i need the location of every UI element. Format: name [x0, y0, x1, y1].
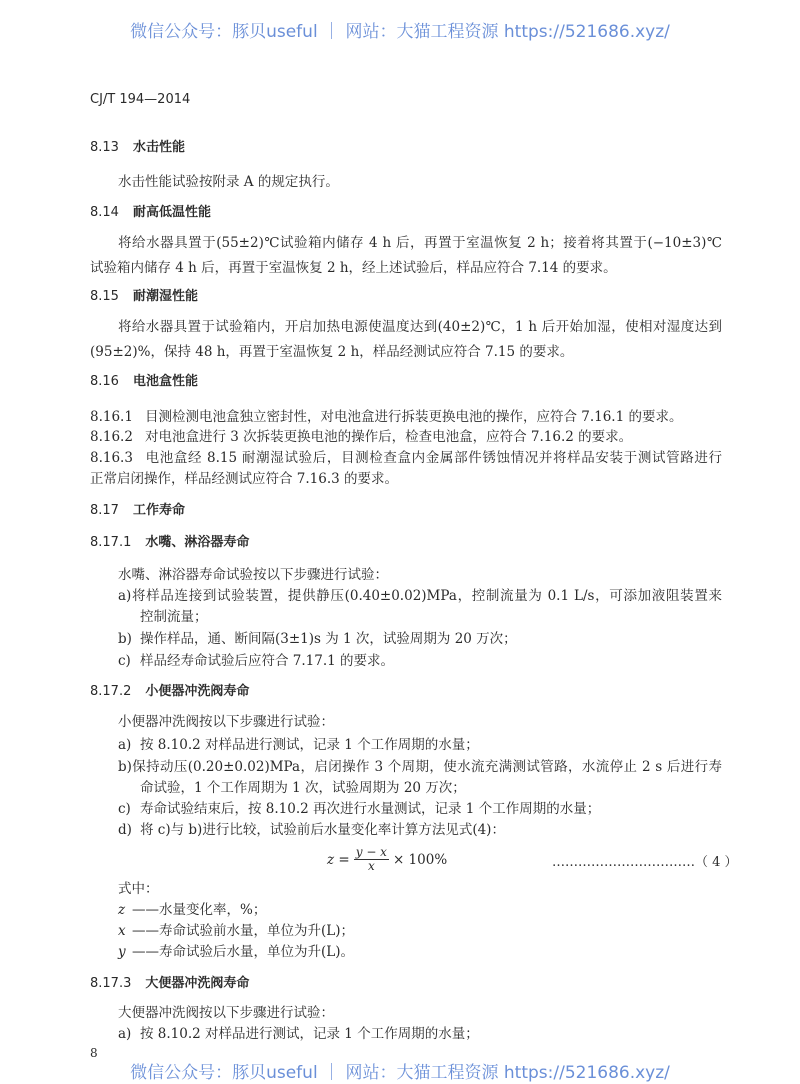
- watermark-top: 微信公众号：豚贝useful ｜ 网站：大猫工程资源 https://521686.xyz/: [130, 22, 670, 42]
- clause-8-16-2: 8.16.2 对电池盒进行 3 次拆装更换电池的操作后，检查电池盒，应符合 7.16.2 的要求。: [90, 429, 633, 445]
- paragraph-line: 试验箱内储存 4 h 后，再置于室温恢复 2 h，经上述试验后，样品应符合 7.14 的要求。: [90, 260, 617, 276]
- list-item-b: b)保持动压(0.20±0.02)MPa，启闭操作 3 个周期，使水流充满测试管路，水流停止 2 s 后进行寿: [118, 759, 722, 775]
- variable-y: y ——寿命试验后水量，单位为升(L)。: [118, 944, 354, 960]
- variable-z: z ——水量变化率，%；: [118, 902, 267, 918]
- watermark-bottom: 微信公众号：豚贝useful ｜ 网站：大猫工程资源 https://521686.xyz/: [130, 1063, 670, 1083]
- page-number: 8: [90, 1046, 98, 1060]
- heading-8-17-3: 8.17.3 大便器冲洗阀寿命: [90, 976, 250, 991]
- heading-8-14: 8.14 耐高低温性能: [90, 205, 211, 220]
- paragraph-line: 将给水器具置于(55±2)℃试验箱内储存 4 h 后，再置于室温恢复 2 h；接着将其置于(−10±3)℃: [118, 235, 722, 251]
- clause-8-16-1: 8.16.1 目测检测电池盒独立密封性，对电池盒进行拆装更换电池的操作，应符合 7.16.1 的要求。: [90, 409, 683, 425]
- heading-8-17-1: 8.17.1 水嘴、淋浴器寿命: [90, 535, 250, 550]
- where-label: 式中：: [118, 881, 159, 897]
- heading-8-17: 8.17 工作寿命: [90, 503, 185, 518]
- list-item-c: c) 样品经寿命试验后应符合 7.17.1 的要求。: [118, 653, 395, 669]
- variable-x: x ——寿命试验前水量，单位为升(L)；: [118, 923, 354, 939]
- list-item-a: a) 按 8.10.2 对样品进行测试，记录 1 个工作周期的水量；: [118, 1026, 479, 1042]
- list-item-c: c) 寿命试验结束后，按 8.10.2 再次进行水量测试，记录 1 个工作周期的水量；: [118, 801, 601, 817]
- standard-code: CJ/T 194—2014: [90, 92, 191, 107]
- heading-8-15: 8.15 耐潮湿性能: [90, 289, 198, 304]
- heading-8-13: 8.13 水击性能: [90, 140, 185, 155]
- paragraph: 小便器冲洗阀按以下步骤进行试验：: [118, 714, 334, 730]
- heading-8-17-2: 8.17.2 小便器冲洗阀寿命: [90, 684, 250, 699]
- list-item-b: b) 操作样品，通、断间隔(3±1)s 为 1 次，试验周期为 20 万次；: [118, 631, 517, 647]
- list-item-d: d) 将 c)与 b)进行比较，试验前后水量变化率计算方法见式(4)：: [118, 822, 505, 838]
- list-item-a: a) 按 8.10.2 对样品进行测试，记录 1 个工作周期的水量；: [118, 737, 479, 753]
- list-item-continuation: 命试验，1 个工作周期为 1 次，试验周期为 20 万次；: [140, 780, 466, 796]
- paragraph: 水击性能试验按附录 A 的规定执行。: [118, 174, 339, 190]
- paragraph-line: 将给水器具置于试验箱内，开启加热电源使温度达到(40±2)℃，1 h 后开始加湿，使相对湿度达到: [118, 319, 722, 335]
- heading-8-16: 8.16 电池盒性能: [90, 374, 198, 389]
- clause-8-16-3: 8.16.3 电池盒经 8.15 耐潮湿试验后，目测检查盒内金属部件锈蚀情况并将样品安装于测试管路进行: [90, 450, 722, 466]
- equation-number: ……………………………（ 4 ）: [552, 855, 738, 870]
- paragraph-line: 正常启闭操作，样品经测试应符合 7.16.3 的要求。: [90, 471, 399, 487]
- paragraph: 大便器冲洗阀按以下步骤进行试验：: [118, 1005, 334, 1021]
- formula-4: z = $\frac{y - x}{x}$ × 100%: [327, 845, 448, 873]
- paragraph: 水嘴、淋浴器寿命试验按以下步骤进行试验：: [118, 567, 388, 583]
- paragraph-line: (95±2)%，保持 48 h，再置于室温恢复 2 h，样品经测试应符合 7.15 的要求。: [90, 344, 574, 360]
- list-item-continuation: 控制流量；: [140, 609, 208, 625]
- list-item-a: a)将样品连接到试验装置，提供静压(0.40±0.02)MPa，控制流量为 0.1 L/s，可添加液阻装置来: [118, 588, 722, 604]
